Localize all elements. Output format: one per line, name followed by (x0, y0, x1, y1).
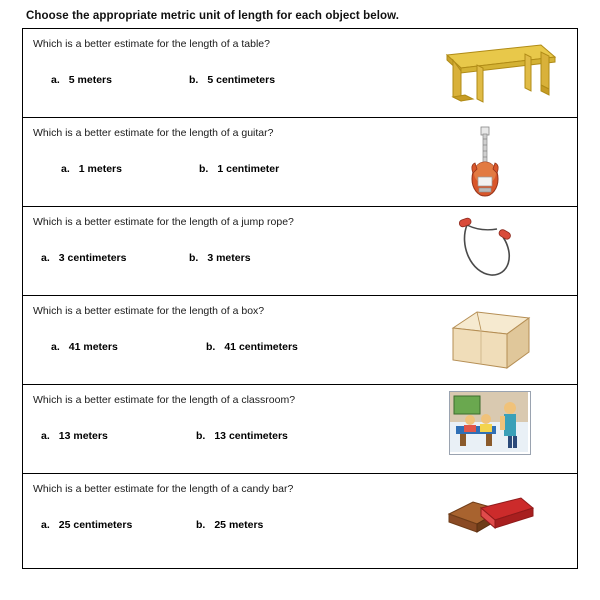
answer-choices (33, 430, 387, 442)
question-row (23, 385, 577, 474)
answer-choices (33, 74, 387, 86)
question-prompt: Which is a better estimate for the length of a table? (33, 38, 270, 50)
page-title: Choose the appropriate metric unit of length for each object below. (26, 10, 400, 22)
question-text-column (23, 385, 387, 473)
choice-b-letter: b. (189, 252, 199, 264)
table-illustration (429, 39, 557, 105)
question-text-column (23, 474, 387, 568)
jump-rope-illustration (457, 215, 517, 285)
choice-b-label: 41 centimeters (224, 341, 298, 353)
choice-b-label: 13 centimeters (214, 430, 288, 442)
box-illustration (447, 306, 535, 374)
choice-b-label: 5 centimeters (207, 74, 276, 86)
question-prompt: Which is a better estimate for the length of a guitar? (33, 127, 274, 139)
choice-b-label: 1 centimeter (217, 163, 280, 175)
choice-a-label: 41 meters (68, 341, 118, 353)
choice-b[interactable] (189, 74, 275, 86)
choice-b-letter: b. (196, 519, 206, 531)
questions-list (22, 28, 578, 569)
question-row (23, 118, 577, 207)
choice-b[interactable] (199, 163, 279, 175)
question-prompt: Which is a better estimate for the length of a classroom? (33, 394, 296, 406)
question-row (23, 29, 577, 118)
choice-a-letter: a. (51, 341, 60, 353)
answer-choices (33, 519, 387, 531)
choice-a-letter: a. (41, 252, 50, 264)
choice-b-letter: b. (206, 341, 216, 353)
candy-bar-illustration (447, 492, 537, 542)
choice-a[interactable] (33, 341, 206, 353)
choice-b-letter: b. (189, 74, 199, 86)
question-image-column (387, 29, 577, 117)
answer-choices (33, 341, 387, 353)
choice-a-label: 5 meters (68, 74, 112, 86)
question-prompt: Which is a better estimate for the length of a jump rope? (33, 216, 294, 228)
choice-a-letter: a. (41, 430, 50, 442)
choice-b-label: 25 meters (214, 519, 264, 531)
question-prompt: Which is a better estimate for the length of a box? (33, 305, 265, 317)
choice-a[interactable] (33, 430, 196, 442)
answer-choices (33, 163, 387, 175)
choice-a[interactable] (33, 252, 189, 264)
choice-a[interactable] (33, 163, 199, 175)
question-row (23, 474, 577, 569)
question-text-column (23, 296, 387, 384)
choice-b[interactable] (189, 252, 251, 264)
question-row (23, 207, 577, 296)
question-text-column (23, 207, 387, 295)
choice-b-letter: b. (196, 430, 206, 442)
choice-a-letter: a. (51, 74, 60, 86)
guitar-illustration (465, 125, 505, 201)
question-prompt: Which is a better estimate for the length of a candy bar? (33, 483, 294, 495)
question-image-column (387, 296, 577, 384)
question-row (23, 296, 577, 385)
question-image-column (387, 207, 577, 295)
choice-b[interactable] (196, 430, 288, 442)
choice-a-label: 1 meters (78, 163, 122, 175)
question-image-column (387, 118, 577, 206)
question-image-column (387, 385, 577, 473)
question-text-column (23, 29, 387, 117)
choice-b[interactable] (206, 341, 298, 353)
choice-b-letter: b. (199, 163, 209, 175)
choice-a-label: 25 centimeters (58, 519, 133, 531)
question-text-column (23, 118, 387, 206)
choice-a[interactable] (33, 519, 196, 531)
choice-a[interactable] (33, 74, 189, 86)
choice-a-label: 3 centimeters (58, 252, 127, 264)
choice-a-letter: a. (61, 163, 70, 175)
choice-a-letter: a. (41, 519, 50, 531)
classroom-illustration (449, 391, 531, 455)
choice-a-label: 13 meters (58, 430, 108, 442)
choice-b-label: 3 meters (207, 252, 251, 264)
answer-choices (33, 252, 387, 264)
choice-b[interactable] (196, 519, 263, 531)
question-image-column (387, 474, 577, 568)
